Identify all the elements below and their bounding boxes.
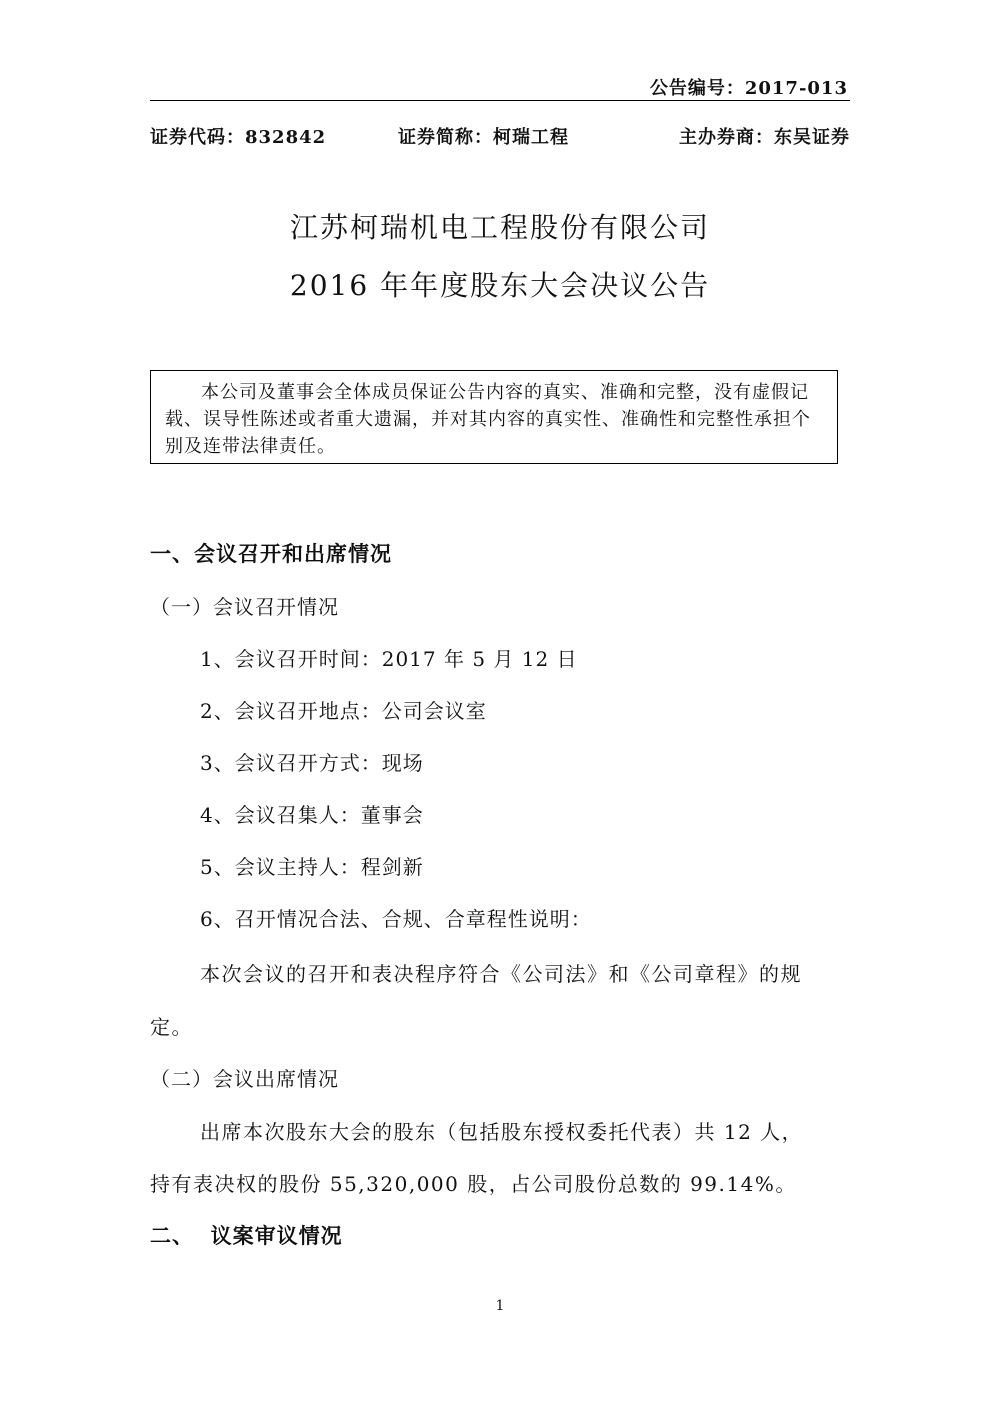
section-1-heading: 一、会议召开和出席情况 xyxy=(150,541,392,566)
subsection-1-heading: （一）会议召开情况 xyxy=(150,595,339,619)
sponsor-broker: 主办券商：东吴证券 xyxy=(679,127,850,148)
attendance-line-1: 出席本次股东大会的股东（包括股东授权委托代表）共 12 人， xyxy=(200,1120,804,1144)
header-divider xyxy=(150,100,850,101)
document-title: 2016 年年度股东大会决议公告 xyxy=(289,269,711,302)
securities-info-row xyxy=(150,123,850,149)
attendance-line-2: 持有表决权的股份 55,320,000 股，占公司股份总数的 99.14%。 xyxy=(150,1172,797,1196)
announcement-number: 公告编号：2017-013 xyxy=(649,78,848,99)
meeting-time-item: 1、会议召开时间：2017 年 5 月 12 日 xyxy=(200,647,578,671)
company-title: 江苏柯瑞机电工程股份有限公司 xyxy=(289,211,710,244)
disclaimer-text: 本公司及董事会全体成员保证公告内容的真实、准确和完整，没有虚假记载、误导性陈述或者重大遗漏，并对其内容的真实性、准确性和完整性承担个别及连带法律责任。 xyxy=(165,382,811,457)
page-number: 1 xyxy=(495,1298,505,1314)
meeting-convener-item: 4、会议召集人：董事会 xyxy=(200,803,424,827)
securities-abbreviation: 证券简称：柯瑞工程 xyxy=(398,127,569,148)
meeting-method-item: 3、会议召开方式：现场 xyxy=(200,751,424,775)
legality-paragraph-line-2: 定。 xyxy=(150,1015,193,1039)
legality-statement-item: 6、召开情况合法、合规、合章程性说明： xyxy=(200,907,592,931)
meeting-host-item: 5、会议主持人：程剑新 xyxy=(200,855,424,879)
securities-code: 证券代码：832842 xyxy=(150,127,327,148)
disclaimer-box xyxy=(150,370,838,464)
subsection-2-heading: （二）会议出席情况 xyxy=(150,1067,339,1091)
meeting-venue-item: 2、会议召开地点：公司会议室 xyxy=(200,699,487,723)
legality-paragraph-line-1: 本次会议的召开和表决程序符合《公司法》和《公司章程》的规 xyxy=(200,962,802,986)
section-2-heading: 二、 议案审议情况 xyxy=(150,1223,343,1248)
